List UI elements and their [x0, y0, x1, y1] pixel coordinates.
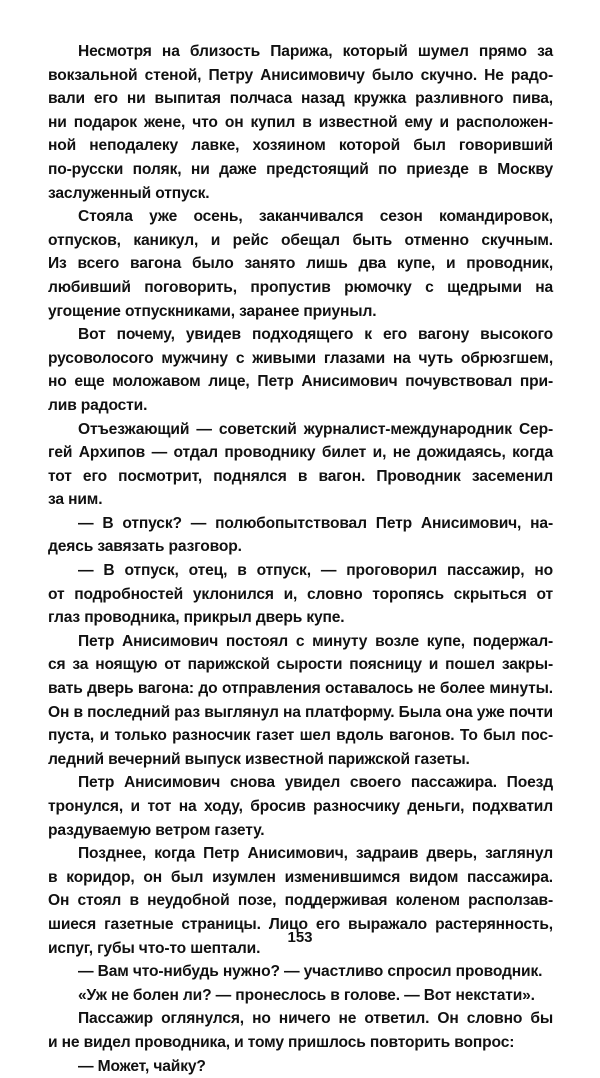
text-line: Пассажир оглянулся, но ничего не ответил. Он словно бы — [78, 1010, 553, 1028]
text-line: Из всего вагона было занято лишь два купе, и проводник, — [48, 255, 553, 273]
text-line: тронулся, и тот на ходу, бросив разносчику деньги, подхватил — [48, 798, 553, 815]
text-line: ся за ноящую от парижской сырости поясницу и пошел закры- — [48, 656, 553, 674]
text-line: Вот почему, увидев подходящего к его вагону высокого — [78, 326, 553, 344]
text-line: от подробностей уклонился и, словно торопясь скрыться от — [48, 585, 553, 603]
text-line: заслуженный отпуск. — [48, 184, 210, 202]
text-line: — Может, чайку? — [78, 1057, 206, 1075]
text-line: отпусков, каникул, и рейс обещал быть отменно скучным. — [48, 231, 553, 249]
text-line: Петр Анисимович постоял с минуту возле купе, подержал- — [78, 632, 553, 650]
text-line: шиеся газетные страницы. Лицо его выражало растерянность, — [48, 915, 553, 933]
text-line: за ним. — [48, 491, 103, 509]
text-line: и не видел проводника, и тому пришлось повторить вопрос: — [48, 1033, 515, 1051]
text-line: русоволосого мужчину с живыми глазами на чуть обрюзгшем, — [48, 349, 553, 367]
text-line: ной неподалеку лавке, хозяином которой был говоривший — [48, 137, 553, 155]
body-text — [48, 40, 553, 1078]
text-line: деясь завязать разговор. — [48, 538, 242, 556]
text-line: тот его посмотрит, поднялся в вагон. Проводник засеменил — [48, 467, 553, 485]
text-line: ни подарок жене, что он купил в известной ему и расположен- — [48, 113, 553, 131]
text-line: Он стоял в неудобной позе, поддерживая коленом расползав- — [48, 892, 553, 910]
text-line: — В отпуск, отец, в отпуск, — проговорил пассажир, но — [78, 562, 553, 580]
text-line: вали его ни выпитая полчаса назад кружка разливного пива, — [48, 90, 553, 108]
text-line: раздуваемую ветром газету. — [48, 821, 265, 839]
text-line: лив радости. — [48, 396, 148, 414]
text-line: испуг, губы что-то шептали. — [48, 939, 261, 957]
text-line: гей Архипов — отдал проводнику билет и, не дожидаясь, когда — [48, 444, 553, 462]
text-line: Он в последний раз выглянул на платформу. Была она уже почти — [48, 703, 553, 721]
text-line: — Вам что-нибудь нужно? — участливо спросил проводник. — [78, 963, 543, 981]
text-line: Несмотря на близость Парижа, который шумел прямо за — [78, 43, 553, 60]
text-line: Стояла уже осень, заканчивался сезон командировок, — [78, 208, 553, 226]
page-number: 153 — [287, 929, 313, 946]
text-line: ледний вечерний выпуск известной парижской газеты. — [48, 750, 470, 768]
text-line: пуста, и только разносчик газет шел вдоль вагонов. То был пос- — [48, 727, 553, 745]
text-line: Позднее, когда Петр Анисимович, задраив дверь, заглянул — [78, 845, 553, 863]
text-line: вокзальной стеной, Петру Анисимовичу было скучно. Не радо- — [48, 66, 553, 84]
text-line: по-русски поляк, ни даже предстоящий по приезде в Москву — [48, 160, 553, 178]
text-line: угощение отпускниками, заранее приуныл. — [48, 302, 377, 320]
text-line: «Уж не болен ли? — пронеслось в голове. — Вот некстати». — [78, 986, 535, 1004]
text-line: но еще моложавом лице, Петр Анисимович почувствовал при- — [48, 373, 553, 391]
text-line: глаз проводника, прикрыл дверь купе. — [48, 609, 345, 627]
text-line: Петр Анисимович снова увидел своего пассажира. Поезд — [78, 774, 553, 792]
text-line: любивший поговорить, пропустив рюмочку с щедрыми на — [48, 278, 553, 296]
text-line: — В отпуск? — полюбопытствовал Петр Анисимович, на- — [78, 514, 553, 532]
text-line: вать дверь вагона: до отправления оставалось не более минуты. — [48, 680, 553, 698]
text-line: в коридор, он был изумлен изменившимся видом пассажира. — [48, 868, 553, 886]
text-line: Отъезжающий — советский журналист-международник Сер- — [78, 420, 553, 438]
